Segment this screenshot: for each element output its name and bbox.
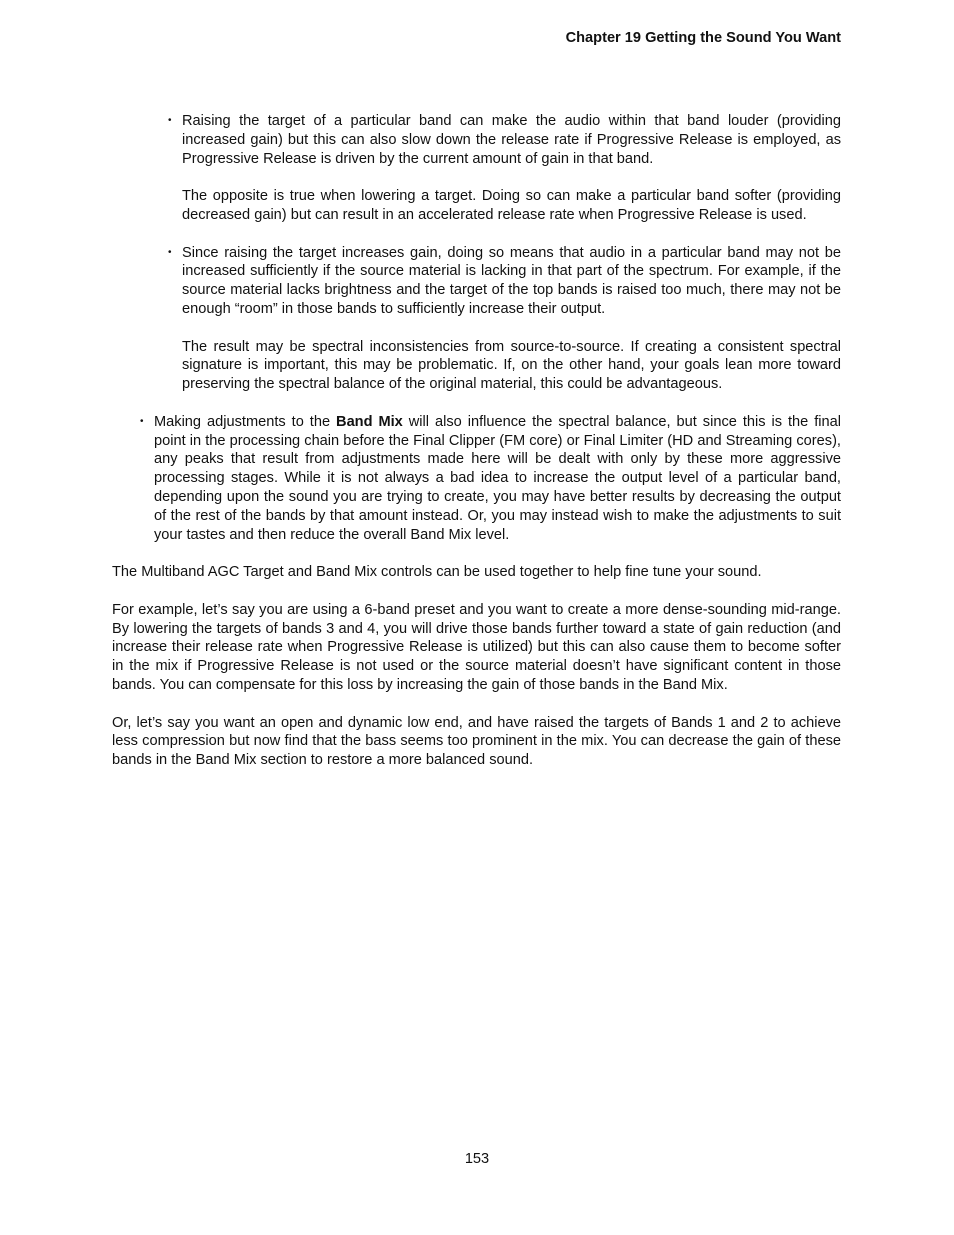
- main-bullet-list: [112, 413, 841, 545]
- sub-bullet-text: Since raising the target increases gain, doing so means that audio in a particular band may not be increased sufficiently if the source material is lacking in that part of the spectrum. For example, if the source material lacks brightness and the target of the top bands is raised too much, there may not be enough “room” in those bands to sufficiently increase their output.: [182, 244, 841, 317]
- band-mix-term: Band Mix: [336, 413, 403, 430]
- body-paragraph: For example, let’s say you are using a 6-band preset and you want to create a more dense-sounding mid-range. By lowering the targets of bands 3 and 4, you will drive those bands further toward a state of gain reduction (and increase their release rate when Progressive Release is utilized) but this can also cause them to become softer in the mix if Progressive Release is not used or the source material doesn’t have significant content in those bands. You can compensate for this loss by increasing the gain of those bands in the Band Mix.: [112, 601, 841, 693]
- bullet-icon: •: [168, 115, 172, 126]
- chapter-header: Chapter 19 Getting the Sound You Want: [565, 30, 841, 46]
- page-number: 153: [464, 1151, 490, 1167]
- main-bullet-item: [140, 413, 842, 545]
- sub-bullet-followup: The opposite is true when lowering a target. Doing so can make a particular band softer (providing decreased gain) but can result in an accelerated release rate when Progressive Release is used.: [182, 188, 841, 223]
- body-paragraph: The Multiband AGC Target and Band Mix controls can be used together to help fine tune your sound.: [112, 564, 762, 581]
- main-bullet-suffix: will also influence the spectral balance, but since this is the final point in the processing chain before the Final Clipper (FM core) or Final Limiter (HD and Streaming cores), any peaks that result from adjustments made here will be dealt with only by these more aggressive processing stages. While it is not always a bad idea to increase the output level of a particular band, depending upon the sound you are trying to create, you may have better results by decreasing the output of the rest of the bands by that amount instead. Or, you may instead wish to make the adjustments to suit your tastes and then reduce the overall Band Mix level.: [154, 413, 842, 543]
- bullet-icon: •: [140, 415, 144, 427]
- bullet-icon: •: [168, 246, 172, 258]
- main-bullet-prefix: Making adjustments to the: [154, 413, 337, 430]
- sub-bullet-text: Raising the target of a particular band can make the audio within that band louder (providing increased gain) but this can also slow down the release rate if Progressive Release is employed, as Progressive Release is driven by the current amount of gain in that band.: [182, 113, 841, 167]
- page-body: [112, 112, 841, 770]
- main-bullet-text: [154, 413, 841, 545]
- sub-bullet-item: [168, 112, 841, 225]
- sub-bullet-followup: The result may be spectral inconsistencies from source-to-source. If creating a consistent spectral signature is important, this may be problematic. If, on the other hand, your goals lean more toward preserving the spectral balance of the original material, this could be advantageous.: [182, 338, 841, 393]
- body-paragraph: Or, let’s say you want an open and dynamic low end, and have raised the targets of Bands 1 and 2 to achieve less compression but now find that the bass seems too prominent in the mix. You can decrease the gain of these bands in the Band Mix section to restore a more balanced sound.: [112, 714, 841, 769]
- sub-bullet-list: [112, 112, 841, 394]
- sub-bullet-item: [168, 244, 841, 394]
